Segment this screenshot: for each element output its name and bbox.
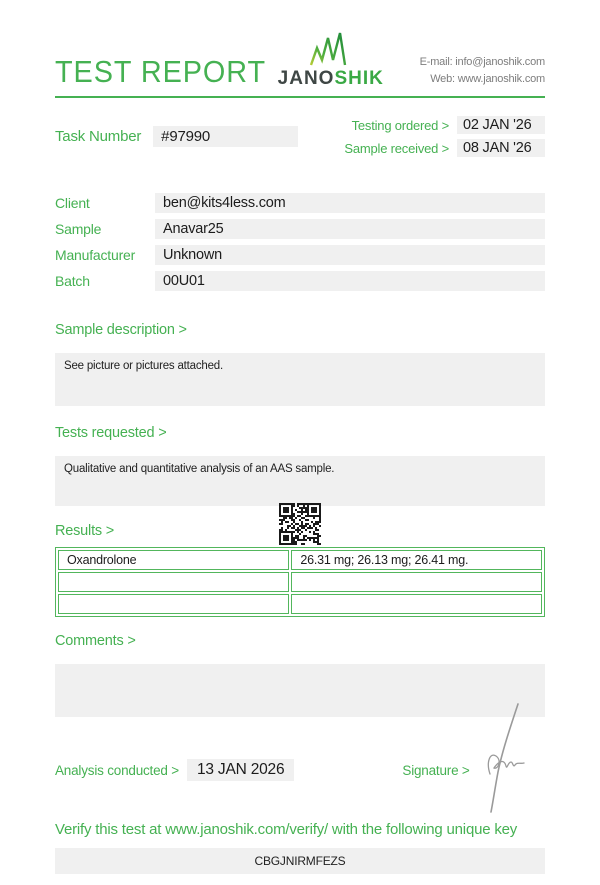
sample-received-label: Sample received > (344, 140, 449, 156)
analysis-conducted-label: Analysis conducted > (55, 762, 179, 778)
comments-text (55, 664, 545, 717)
field-row-batch (55, 271, 545, 291)
batch-value: 00U01 (155, 271, 545, 291)
analysis-date-value: 13 JAN 2026 (187, 759, 294, 781)
manufacturer-label: Manufacturer (55, 247, 136, 263)
table-row (58, 572, 542, 592)
tests-requested-heading: Tests requested > (55, 425, 167, 441)
dates-block (344, 116, 545, 157)
analysis-row (55, 759, 545, 781)
comments-section (55, 633, 545, 717)
table-row (58, 594, 542, 614)
header (55, 0, 545, 90)
sample-description-text: See picture or pictures attached. (55, 353, 545, 406)
tests-requested-section (55, 425, 545, 506)
testing-ordered-value: 02 JAN '26 (457, 116, 545, 134)
signature-image (480, 700, 530, 815)
result-cell: 26.31 mg; 26.13 mg; 26.41 mg. (291, 550, 542, 570)
logo-wordmark: JANOSHIK (277, 68, 384, 89)
comments-heading: Comments > (55, 633, 136, 649)
client-label: Client (55, 195, 90, 211)
sample-description-section (55, 322, 545, 406)
janoshik-logo (278, 31, 384, 90)
substance-cell (58, 572, 289, 592)
results-table (55, 547, 545, 617)
manufacturer-value: Unknown (155, 245, 545, 265)
result-cell (291, 594, 542, 614)
email-line: E-mail: info@janoshik.com (419, 55, 545, 68)
task-number-label: Task Number (55, 128, 142, 145)
web-line: Web: www.janoshik.com (430, 72, 545, 85)
field-row-client (55, 193, 545, 213)
sample-label: Sample (55, 221, 102, 237)
sample-value: Anavar25 (155, 219, 545, 239)
header-divider (55, 96, 545, 98)
substance-cell (58, 594, 289, 614)
sample-description-heading: Sample description > (55, 322, 187, 338)
substance-cell: Oxandrolone (58, 550, 289, 570)
field-row-manufacturer (55, 245, 545, 265)
tests-requested-text: Qualitative and quantitative analysis of an AAS sample. (55, 456, 545, 506)
task-row (55, 116, 545, 157)
signature-label: Signature > (402, 762, 470, 778)
contact-info (420, 54, 545, 90)
qr-code (279, 503, 321, 545)
client-value: ben@kits4less.com (155, 193, 545, 213)
task-number-value: #97990 (153, 126, 298, 147)
results-heading: Results > (55, 523, 115, 539)
page-title: TEST REPORT (55, 54, 267, 89)
testing-ordered-label: Testing ordered > (351, 117, 449, 133)
field-row-sample (55, 219, 545, 239)
result-cell (291, 572, 542, 592)
verify-instruction: Verify this test at www.janoshik.com/verify/ with the following unique key (55, 821, 518, 838)
batch-label: Batch (55, 273, 90, 289)
info-fields (55, 193, 545, 291)
results-section (55, 523, 545, 617)
unique-key-value: CBGJNIRMFEZS (55, 848, 545, 874)
table-row (58, 550, 542, 570)
chart-peaks-icon (308, 31, 354, 67)
sample-received-value: 08 JAN '26 (457, 139, 545, 157)
